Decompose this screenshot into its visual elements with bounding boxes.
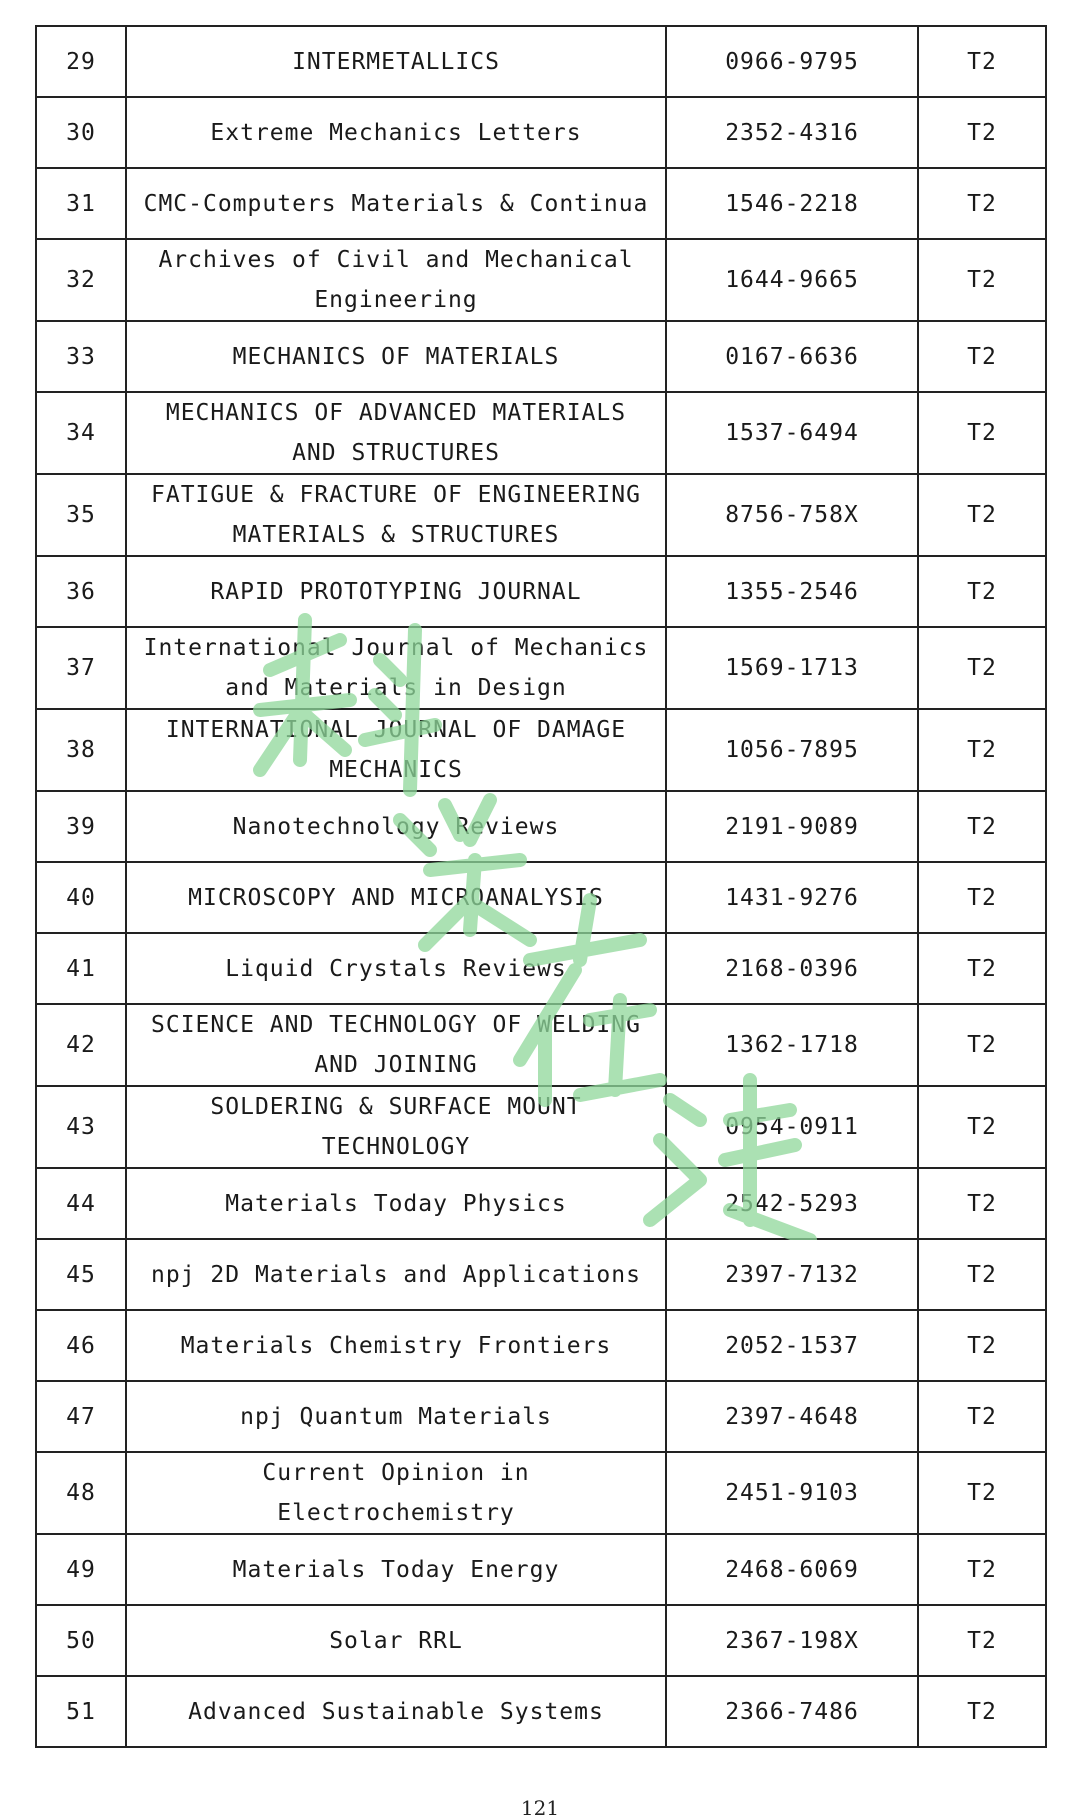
journal-tier: T2 [918, 556, 1046, 627]
journal-tier: T2 [918, 1310, 1046, 1381]
journal-issn: 2168-0396 [666, 933, 918, 1004]
table-row [36, 1534, 1046, 1605]
journal-tier: T2 [918, 1452, 1046, 1534]
table-row [36, 1605, 1046, 1676]
journal-issn: 2367-198X [666, 1605, 918, 1676]
row-number: 49 [36, 1534, 126, 1605]
journal-tier: T2 [918, 1239, 1046, 1310]
journal-title: MECHANICS OF ADVANCED MATERIALS AND STRUCTURES [126, 392, 666, 474]
journal-issn: 1355-2546 [666, 556, 918, 627]
journal-title: INTERNATIONAL JOURNAL OF DAMAGE MECHANICS [126, 709, 666, 791]
row-number: 43 [36, 1086, 126, 1168]
journal-tier: T2 [918, 862, 1046, 933]
journal-issn: 2366-7486 [666, 1676, 918, 1747]
table-row [36, 1381, 1046, 1452]
journal-title: Materials Today Energy [126, 1534, 666, 1605]
journal-tier: T2 [918, 1605, 1046, 1676]
row-number: 42 [36, 1004, 126, 1086]
row-number: 29 [36, 26, 126, 97]
row-number: 40 [36, 862, 126, 933]
table-row [36, 239, 1046, 321]
table-row [36, 392, 1046, 474]
row-number: 30 [36, 97, 126, 168]
journal-issn: 1056-7895 [666, 709, 918, 791]
journal-tier: T2 [918, 1086, 1046, 1168]
journal-issn: 2191-9089 [666, 791, 918, 862]
journal-title: Materials Today Physics [126, 1168, 666, 1239]
table-row [36, 862, 1046, 933]
journal-issn: 1569-1713 [666, 627, 918, 709]
table-row [36, 168, 1046, 239]
journal-title: Materials Chemistry Frontiers [126, 1310, 666, 1381]
journal-title: Current Opinion in Electrochemistry [126, 1452, 666, 1534]
journal-issn: 0966-9795 [666, 26, 918, 97]
page-number: 121 [520, 1796, 560, 1820]
journal-title: npj 2D Materials and Applications [126, 1239, 666, 1310]
journal-tier: T2 [918, 97, 1046, 168]
table-row [36, 1239, 1046, 1310]
journal-issn: 1431-9276 [666, 862, 918, 933]
journal-issn: 2352-4316 [666, 97, 918, 168]
row-number: 47 [36, 1381, 126, 1452]
journal-issn: 1644-9665 [666, 239, 918, 321]
journal-title: npj Quantum Materials [126, 1381, 666, 1452]
journal-issn: 1362-1718 [666, 1004, 918, 1086]
table-row [36, 1676, 1046, 1747]
row-number: 39 [36, 791, 126, 862]
journal-tier: T2 [918, 239, 1046, 321]
journal-title: Liquid Crystals Reviews [126, 933, 666, 1004]
journal-issn: 2451-9103 [666, 1452, 918, 1534]
journal-tier: T2 [918, 627, 1046, 709]
table-row [36, 709, 1046, 791]
journal-issn: 1537-6494 [666, 392, 918, 474]
journal-title: RAPID PROTOTYPING JOURNAL [126, 556, 666, 627]
row-number: 46 [36, 1310, 126, 1381]
table-row [36, 1452, 1046, 1534]
table-row [36, 1086, 1046, 1168]
journal-title: International Journal of Mechanics and Materials in Design [126, 627, 666, 709]
table-row [36, 1310, 1046, 1381]
journal-issn: 8756-758X [666, 474, 918, 556]
journal-tier: T2 [918, 474, 1046, 556]
journal-title: FATIGUE & FRACTURE OF ENGINEERING MATERIALS & STRUCTURES [126, 474, 666, 556]
journal-title: MECHANICS OF MATERIALS [126, 321, 666, 392]
journal-issn: 0954-0911 [666, 1086, 918, 1168]
journal-title: CMC-Computers Materials & Continua [126, 168, 666, 239]
journal-title: MICROSCOPY AND MICROANALYSIS [126, 862, 666, 933]
journal-issn: 2397-7132 [666, 1239, 918, 1310]
journal-title: SCIENCE AND TECHNOLOGY OF WELDING AND JOINING [126, 1004, 666, 1086]
table-row [36, 321, 1046, 392]
journal-title: Extreme Mechanics Letters [126, 97, 666, 168]
journal-title: Nanotechnology Reviews [126, 791, 666, 862]
row-number: 32 [36, 239, 126, 321]
table-row [36, 474, 1046, 556]
row-number: 34 [36, 392, 126, 474]
journal-title: Archives of Civil and Mechanical Engineering [126, 239, 666, 321]
row-number: 44 [36, 1168, 126, 1239]
journal-table [35, 25, 1047, 1748]
row-number: 35 [36, 474, 126, 556]
journal-tier: T2 [918, 1676, 1046, 1747]
journal-title: INTERMETALLICS [126, 26, 666, 97]
journal-tier: T2 [918, 321, 1046, 392]
journal-tier: T2 [918, 1004, 1046, 1086]
table-row [36, 97, 1046, 168]
table-row [36, 933, 1046, 1004]
journal-tier: T2 [918, 791, 1046, 862]
journal-issn: 2468-6069 [666, 1534, 918, 1605]
table-row [36, 26, 1046, 97]
journal-tier: T2 [918, 1381, 1046, 1452]
table-row [36, 556, 1046, 627]
journal-issn: 2542-5293 [666, 1168, 918, 1239]
journal-tier: T2 [918, 26, 1046, 97]
row-number: 33 [36, 321, 126, 392]
row-number: 31 [36, 168, 126, 239]
table-row [36, 1004, 1046, 1086]
row-number: 45 [36, 1239, 126, 1310]
row-number: 38 [36, 709, 126, 791]
row-number: 48 [36, 1452, 126, 1534]
journal-issn: 1546-2218 [666, 168, 918, 239]
row-number: 50 [36, 1605, 126, 1676]
journal-title: Advanced Sustainable Systems [126, 1676, 666, 1747]
table-row [36, 1168, 1046, 1239]
journal-issn: 2397-4648 [666, 1381, 918, 1452]
table-row [36, 627, 1046, 709]
journal-tier: T2 [918, 1534, 1046, 1605]
journal-tier: T2 [918, 1168, 1046, 1239]
table-row [36, 791, 1046, 862]
row-number: 51 [36, 1676, 126, 1747]
row-number: 36 [36, 556, 126, 627]
journal-tier: T2 [918, 392, 1046, 474]
journal-tier: T2 [918, 168, 1046, 239]
journal-issn: 2052-1537 [666, 1310, 918, 1381]
journal-issn: 0167-6636 [666, 321, 918, 392]
row-number: 41 [36, 933, 126, 1004]
journal-tier: T2 [918, 709, 1046, 791]
row-number: 37 [36, 627, 126, 709]
journal-title: Solar RRL [126, 1605, 666, 1676]
journal-tier: T2 [918, 933, 1046, 1004]
journal-title: SOLDERING & SURFACE MOUNT TECHNOLOGY [126, 1086, 666, 1168]
